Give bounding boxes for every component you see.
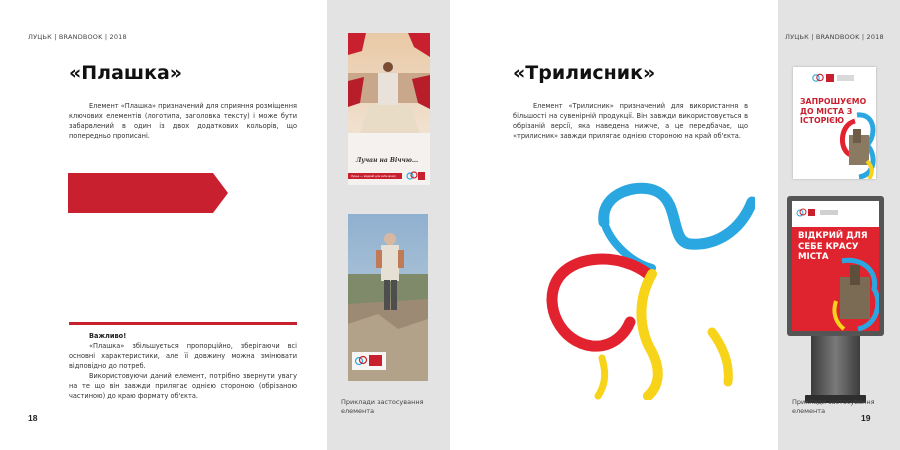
right-page-header: ЛУЦЬК | BRANDBOOK | 2018 bbox=[785, 33, 884, 41]
left-page-header: ЛУЦЬК | BRANDBOOK | 2018 bbox=[28, 33, 127, 41]
rollup-banner-example-2 bbox=[348, 214, 428, 381]
note-divider bbox=[69, 322, 297, 325]
rollup-banner-example-1 bbox=[348, 33, 430, 185]
banner-red-plashka: Луцьк — відкрий для себе красу bbox=[348, 173, 402, 179]
page-number-left: 18 bbox=[28, 413, 38, 423]
poster-example bbox=[793, 67, 876, 179]
banner-tagline: Лучан на Віччю... bbox=[356, 157, 419, 164]
note-paragraph-2: Використовуючи даний елемент, потрібно звернути увагу на те що він завжди прилягає однією стороною (обрізаною частиною) до краю формату об'єкта. bbox=[69, 372, 297, 400]
citylight-billboard-example bbox=[787, 196, 884, 410]
lutsk-logo-icon bbox=[811, 73, 857, 83]
plashka-title: «Плашка» bbox=[69, 62, 183, 84]
trylysnyk-title: «Трилисник» bbox=[513, 62, 656, 84]
trylysnyk-trefoil-graphic bbox=[540, 182, 755, 400]
billboard-background bbox=[792, 201, 879, 331]
note-paragraph-1: «Плашка» збільшується пропорційно, зберігаючи всі основні характеристики, але її довжину можна змінювати відповідно до потреб. bbox=[69, 342, 297, 370]
billboard-screen bbox=[792, 201, 879, 331]
billboard-stand bbox=[811, 336, 860, 397]
page-number-right: 19 bbox=[861, 413, 871, 423]
right-examples-caption: Приклади застосування елемента bbox=[792, 398, 875, 415]
banner-photo-market bbox=[348, 33, 430, 143]
lutsk-logo-icon bbox=[406, 170, 426, 182]
note-title: Важливо! bbox=[89, 332, 127, 340]
left-examples-caption: Приклади застосування елемента bbox=[341, 398, 424, 415]
plashka-description: Елемент «Плашка» призначений для сприяння розміщення ключових елементів (логотипа, заголовка тексту) і може бути забарвлений в один із двох додаткових кольорів, що попередньо прописані. bbox=[69, 102, 298, 140]
trylysnyk-description: Елемент «Трилисник» призначений для використання в більшості на сувенірній продукції. Він завжди використовується в обрізаній версії, яка наведена нижче, а це передбачає, що «трилисник» завжди прилягає однією стороною на край об'єкта. bbox=[513, 102, 748, 140]
poster-headline: ЗАПРОШУЄМО ДО МІСТА З ІСТОРІЄЮ bbox=[800, 97, 867, 125]
plashka-ribbon-graphic bbox=[68, 173, 228, 213]
billboard-headline: ВІДКРИЙ ДЛЯ СЕБЕ КРАСУ МІСТА bbox=[798, 231, 868, 262]
important-note bbox=[69, 331, 297, 401]
poster-trefoil-photo bbox=[837, 111, 876, 179]
